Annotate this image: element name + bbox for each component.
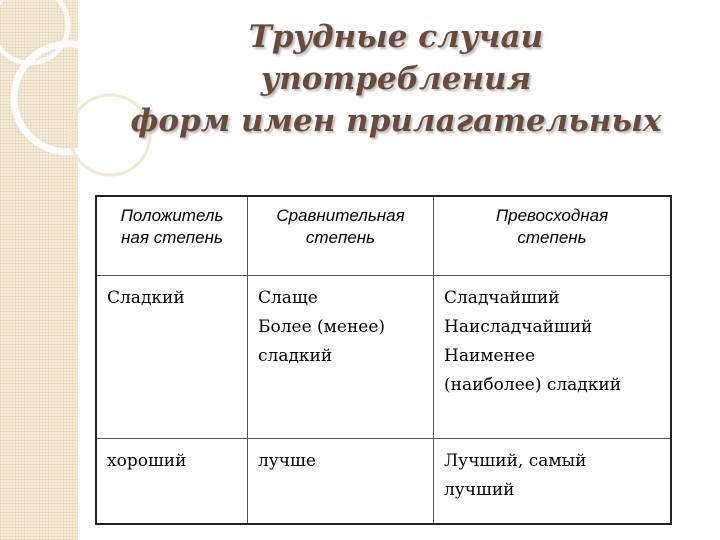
- cell-text: хороший: [107, 451, 187, 471]
- table-row: [96, 439, 671, 525]
- header-text: ная степень: [121, 228, 223, 247]
- cell-positive: [96, 276, 248, 439]
- table-row: [96, 276, 671, 439]
- cell-text: лучше: [258, 451, 316, 471]
- cell-superlative: [434, 439, 672, 525]
- title-line-1: Трудные случаи: [248, 19, 544, 55]
- slide-title: [96, 16, 696, 142]
- cell-text: лучший: [444, 480, 515, 500]
- header-positive-degree: [96, 196, 248, 276]
- header-text: степень: [517, 228, 587, 247]
- cell-text: Более (менее): [258, 317, 386, 337]
- cell-comparative: [248, 276, 434, 439]
- cell-text: (наиболее) сладкий: [444, 375, 622, 395]
- cell-text: Наисладчайший: [444, 317, 593, 337]
- title-line-2: употребления: [260, 61, 532, 97]
- header-comparative-degree: [248, 196, 434, 276]
- cell-text: Наименее: [444, 346, 536, 366]
- header-text: Сравнительная: [276, 206, 405, 225]
- cell-comparative: [248, 439, 434, 525]
- cell-positive: [96, 439, 248, 525]
- header-superlative-degree: [434, 196, 672, 276]
- header-text: Положитель: [120, 206, 224, 225]
- cell-text: Слаще: [258, 288, 318, 308]
- cell-superlative: [434, 276, 672, 439]
- cell-text: сладкий: [258, 346, 333, 366]
- adjective-forms-table: [95, 195, 672, 525]
- header-text: степень: [305, 228, 376, 247]
- cell-text: Сладкий: [107, 288, 185, 308]
- cell-text: Сладчайший: [444, 288, 560, 308]
- header-text: Превосходная: [495, 206, 609, 225]
- cell-text: Лучший, самый: [444, 451, 587, 471]
- table-header-row: [96, 196, 671, 276]
- title-line-3: форм имен прилагательных: [130, 103, 662, 139]
